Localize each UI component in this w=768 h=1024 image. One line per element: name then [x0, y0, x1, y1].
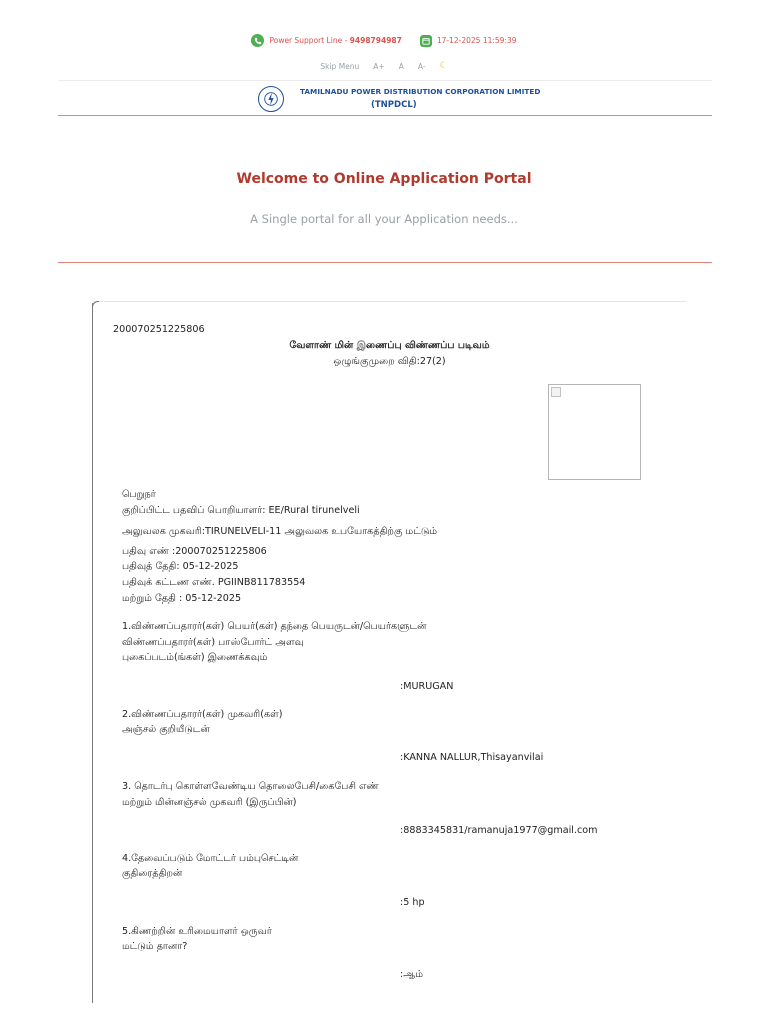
- field-3-question-line-1: 3. தொடர்பு கொள்ளவேண்டிய தொலைபேசி/கைபேசி எண்: [122, 781, 379, 792]
- broken-image-icon: [551, 387, 561, 397]
- page-subtitle: A Single portal for all your Application needs...: [250, 212, 518, 226]
- field-1-question-line-2: விண்ணப்பதாரர்(கள்) பாஸ்போர்ட் அளவு: [122, 637, 304, 648]
- form-card-top-border: [93, 301, 686, 302]
- support-line[interactable]: [251, 34, 401, 47]
- form-card-left-border: [92, 303, 93, 1003]
- form-rule: ஒழுங்குமுறை விதி:27(2): [333, 356, 446, 367]
- font-increase-button[interactable]: A+: [373, 61, 385, 71]
- recipient-to: பெறுநர்: [122, 489, 156, 500]
- calendar-icon: [420, 35, 432, 47]
- font-decrease-button[interactable]: A-: [417, 61, 426, 71]
- field-4-question-line-2: குதிரைத்திறன்: [122, 868, 183, 879]
- registration-fee-number: பதிவுக் கட்டண எண். PGIINB811783554: [122, 577, 306, 588]
- field-2-question-line-2: அஞ்சல் குறியீடுடன்: [122, 724, 210, 735]
- tnpdcl-logo-icon[interactable]: [258, 86, 284, 112]
- font-normal-button[interactable]: A: [398, 61, 404, 71]
- registration-fee-date: மற்றும் தேதி : 05-12-2025: [122, 593, 242, 604]
- field-1-question-line-1: 1.விண்ணப்பதாரர்(கள்) பெயர்(கள்) தந்தை பெயருடன்/பெயர்களுடன்: [122, 621, 427, 632]
- field-5-question-line-1: 5.கிணற்றின் உரிமையாளர் ஒருவர்: [122, 926, 272, 937]
- org-short-name: (TNPDCL): [371, 100, 417, 110]
- accessibility-bar: [0, 61, 768, 71]
- recipient-officer: குறிப்பிட்ட பதவிப் பொறியாளர்: EE/Rural tirunelveli: [122, 505, 360, 516]
- dark-mode-moon-icon[interactable]: ☾: [439, 61, 448, 71]
- top-info-bar: [0, 34, 768, 47]
- header-divider: [58, 80, 712, 81]
- field-1-answer: :MURUGAN: [400, 681, 454, 692]
- field-2-answer: :KANNA NALLUR,Thisayanvilai: [400, 752, 544, 763]
- registration-date: பதிவுத் தேதி: 05-12-2025: [122, 561, 239, 572]
- application-number: 200070251225806: [113, 324, 205, 335]
- field-5-question-line-2: மட்டும் தானா?: [122, 941, 188, 952]
- hero-bottom-rule: [58, 262, 712, 263]
- field-4-answer: :5 hp: [400, 897, 425, 908]
- field-3-question-line-2: மற்றும் மின்னஞ்சல் முகவரி (இருப்பின்): [122, 797, 297, 808]
- field-3-answer: :8883345831/ramanuja1977@gmail.com: [400, 825, 598, 836]
- field-5-answer: :ஆம்: [400, 969, 424, 980]
- field-4-question-line-1: 4.தேவைப்படும் மோட்டர் பம்புசெட்டின்: [122, 853, 299, 864]
- date-time: [420, 35, 517, 47]
- recipient-office-address: அலுவலக முகவரி:TIRUNELVELI-11 அலுவலக உபயோகத்திற்கு மட்டும்: [122, 526, 438, 537]
- datetime-text: 17-12-2025 11:59:39: [436, 36, 517, 45]
- form-title: வேளாண் மின் இணைப்பு விண்ணப்ப படிவம்: [289, 340, 490, 351]
- page-title: Welcome to Online Application Portal: [236, 171, 532, 187]
- phone-icon: [251, 34, 264, 47]
- support-label: Power Support Line -: [269, 36, 350, 45]
- registration-number: பதிவு எண் :200070251225806: [122, 546, 267, 557]
- header-bottom-rule: [58, 115, 712, 116]
- support-number[interactable]: 9498794987: [349, 36, 402, 45]
- skip-menu-link[interactable]: Skip Menu: [320, 61, 360, 71]
- field-1-question-line-3: புகைப்படம்(ங்கள்) இணைக்கவும்: [122, 652, 268, 663]
- org-name: TAMILNADU POWER DISTRIBUTION CORPORATION LIMITED: [300, 87, 541, 96]
- form-card-corner: [92, 301, 99, 308]
- applicant-photo-box: [548, 384, 641, 480]
- field-2-question-line-1: 2.விண்ணப்பதாரர்(கள்) முகவரி(கள்): [122, 709, 283, 720]
